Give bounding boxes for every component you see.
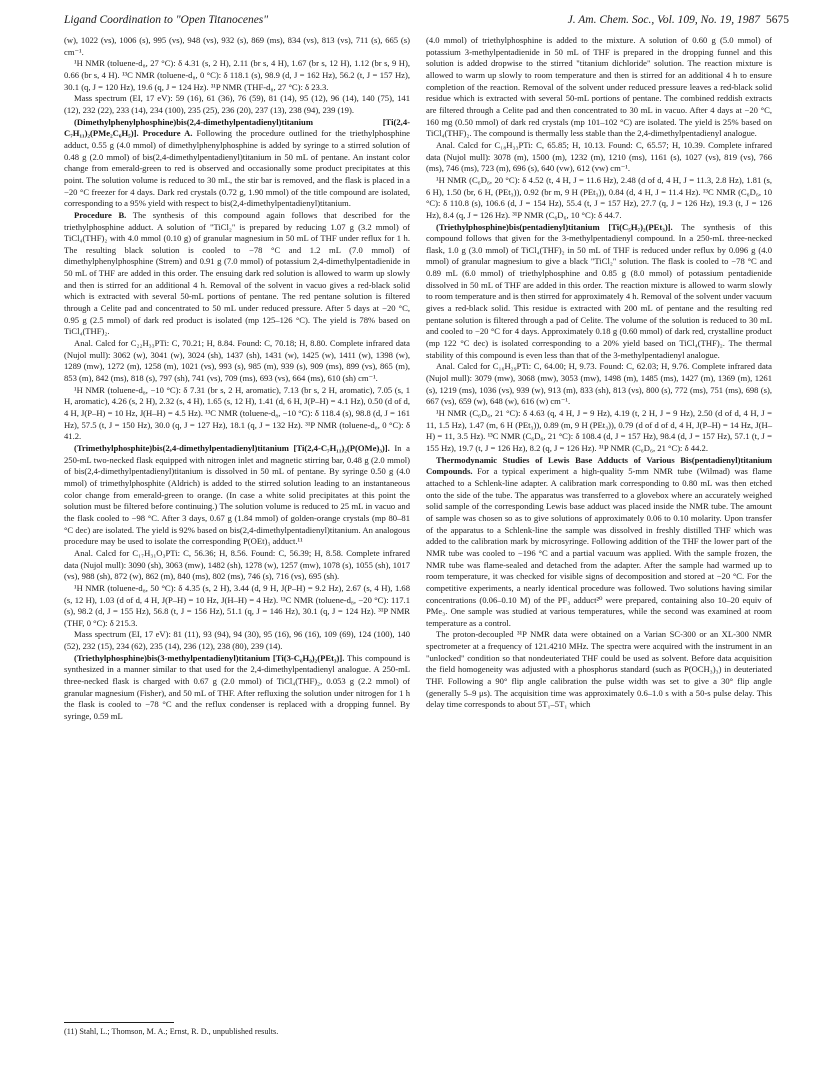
- paragraph-text: Following the procedure outlined for the triethylphosphine adduct, 0.55 g (4.0 mmol) of dimethylphenylphosphine is added by syringe to a stirred solution of 0.48 g (2.0 mmol) of bis(2,4-dimethylpentadienyl)titanium in 50 mL of pentane. An instant color change from emerald-green to red is observed and occasionally some product precipitates at this point. The solution volume is reduced to 30 mL, the stir bar is removed, and the flask is placed in a −20 °C freezer for 4 days. Dark red crystals (0.72 g, 1.90 mmol) of the title compound are isolated, corresponding to a 95% yield with respect to bis(2,4-dimethylpentadienyl)titanium.: [64, 128, 410, 209]
- section-heading: (Triethylphosphine)bis(3-methylpentadienyl)titanium [Ti(3-C₆H₉)₂(PEt₃)].: [74, 652, 345, 663]
- section-paragraph: [426, 455, 772, 630]
- section-heading: (Dimethylphenylphosphine)bis(2,4-dimethylpentadienyl)titanium [Ti(2,4-C₇H₁₁)₂(PMe₂C₆H₅)]. Procedure A.: [64, 116, 410, 139]
- right-column: [426, 35, 772, 711]
- paragraph: ¹H NMR (C₆D₆, 21 °C): δ 4.63 (q, 4 H, J = 9 Hz), 4.19 (t, 2 H, J = 9 Hz), 2.50 (d of d, 4 H, J = 11, 1.5 Hz), 1.47 (m, 6 H (PEt₃)), 0.89 (m, 9 H (PEt₃)), 0.79 (d of d of d, 4 H, J(P–H) = 14 Hz, J(H–H) = 11, 3.5 Hz). ¹³C NMR (C₆D₆, 21 °C): δ 108.4 (d, J = 157 Hz), 98.4 (d, J = 157 Hz), 57.1 (t, J = 155 Hz), 19.7 (t, J = 126 Hz), 8.2 (q, J = 126 Hz). ³¹P NMR (C₆D₆, 21 °C): δ 44.2.: [426, 408, 772, 453]
- footnote: (11) Stahl, L.; Thomson, M. A.; Ernst, R. D., unpublished results.: [64, 1027, 279, 1036]
- left-column: [64, 35, 410, 723]
- paragraph-text: For a typical experiment a high-quality 5-mm NMR tube (Wilmad) was flame attached to a Schlenk-line adapter. A calibration mark corresponding to 0.80 mL was then etched onto the side of the tube. The apparatus was transferred to a glovebox where an accurately weighed solid sample of the corresponding Lewis base adduct was placed inside the NMR tube. The amount of sample was chosen so as to give solutions of approximately 0.06 to 0.10 molarity. Upon transfer of the apparatus to a Schlenk-line the sample was dissolved in freshly distilled THF which was added to the calibration mark by microsyringe. Following addition of the THF the lower part of the NMR tube was cooled to −196 °C and a partial vacuum was applied. With the sample frozen, the NMR tube was flame-sealed and detached from the adapter. After the sample had warmed up to room temperature, it was checked for visible signs of decomposition and stored at −20 °C. For the competitive experiments, a nearly identical procedure was followed. Two solutions having similar concentrations (0.06–0.10 M) of the PF₃ adduct²⁰ were prepared, containing also 10–20 equiv of PMe₃. One sample was studied at various temperatures, while the second was examined at room temperature as a control.: [426, 466, 772, 628]
- paragraph: The proton-decoupled ³¹P NMR data were obtained on a Varian SC-300 or an XL-300 NMR spectrometer at a frequency of 121.4210 MHz. The spectra were acquired with the instrument in an "unlocked" condition so that nondeuteriated THF could be used as solvent. Before data acquisition the field homogeneity was adjusted with a phosphorus standard (such as P(OCH₃)₃) in deuteriated THF. Following a 90° flip angle calibration the pulse width was set to give a 30° flip angle (generally 5–9 μs). The acquisition time was approximately 0.6–1.0 s with a 50-s pulse delay. This delay time corresponds to about 5T₁–5T₁ which: [426, 629, 772, 710]
- paragraph: ¹H NMR (toluene-d₈, 50 °C): δ 4.35 (s, 2 H), 3.44 (d, 9 H, J(P–H) = 9.2 Hz), 2.67 (s, 4 H), 1.68 (s, 12 H), 1.03 (d of d, 4 H, J(P–H) = 10 Hz, J(H–H) = 4 Hz). ¹³C NMR (toluene-d₈, −20 °C): 117.1 (s), 98.2 (d, J = 155 Hz), 56.8 (t, J = 156 Hz), 51.1 (q, J = 146 Hz), 30.1 (q, J = 124 Hz). ³¹P NMR (THF, 0 °C): δ 215.3.: [64, 582, 410, 628]
- section-heading: Thermodynamic Studies of Lewis Base Adducts of Various Bis(pentadienyl)titanium Compounds.: [426, 454, 772, 477]
- section-heading: Procedure B.: [74, 209, 127, 220]
- paragraph: Anal. Calcd for C₁₆H₂₉PTi: C, 64.00; H, 9.73. Found: C, 62.03; H, 9.76. Complete infrared data (Nujol mull): 3079 (mw), 3068 (mw), 3053 (mw), 1498 (m), 1485 (ms), 1427 (m), 1369 (m), 1261 (s), 1219 (ms), 1036 (vs), 939 (w), 913 (m), 833 (sh), 813 (vs), 800 (s), 772 (ms), 751 (ms), 698 (s), 667 (vs), 659 (w), 648 (w), 616 (w) cm⁻¹.: [426, 361, 772, 407]
- section-paragraph: [64, 210, 410, 338]
- paragraph: ¹H NMR (toluene-d₈, 27 °C): δ 4.31 (s, 2 H), 2.11 (br s, 4 H), 1.67 (br s, 12 H), 1.12 (br s, 9 H), 0.66 (br s, 4 H). ¹³C NMR (toluene-d₈, 0 °C): δ 118.1 (s), 98.9 (d, J = 162 Hz), 56.2 (t, J = 157 Hz), 30.1 (q, J = 120 Hz), 19.6 (q, J = 124 Hz). ³¹P NMR (THF-d₈, 27 °C): δ 23.3.: [64, 58, 410, 92]
- section-heading: (Triethylphosphine)bis(pentadienyl)titanium [Ti(C₅H₇)₂(PEt₃)].: [436, 221, 673, 232]
- journal-name: J. Am. Chem. Soc., Vol. 109, No. 19, 1987: [567, 14, 760, 26]
- paragraph: Anal. Calcd for C₁₈H₃₃PTi: C, 65.85; H, 10.13. Found: C, 65.57; H, 10.39. Complete infrared data (Nujol mull): 3078 (m), 1500 (m), 1232 (m), 1210 (ms), 1161 (s), 1027 (vs), 819 (vs), 766 (ms), 746 (ms), 723 (m), 696 (s), 640 (vw), 612 (vw) cm⁻¹.: [426, 139, 772, 174]
- section-paragraph: [64, 443, 410, 548]
- section-paragraph: [426, 222, 772, 362]
- footnote-rule: [64, 1022, 174, 1023]
- paragraph: Mass spectrum (EI, 17 eV): 59 (16), 61 (36), 76 (59), 81 (14), 95 (12), 96 (14), 140 (75), 141 (12), 232 (22), 233 (14), 234 (100), 235 (25), 236 (20), 237 (13), 238 (94), 239 (19).: [64, 93, 410, 115]
- paragraph: (w), 1022 (vs), 1006 (s), 995 (vs), 948 (vs), 932 (s), 869 (ms), 834 (vs), 813 (vs), 711 (s), 665 (s) cm⁻¹.: [64, 35, 410, 57]
- paragraph: Mass spectrum (EI, 17 eV): 81 (11), 93 (94), 94 (30), 95 (16), 96 (16), 109 (69), 124 (100), 140 (52), 232 (15), 234 (62), 235 (14), 236 (12), 238 (80), 239 (14).: [64, 629, 410, 652]
- section-paragraph: [64, 653, 410, 723]
- paragraph-text: This compound is synthesized in a manner similar to that used for the 2,4-dimethylpentadienyl analogue. A 250-mL three-necked flask is charged with 0.67 g (2.0 mmol) of TiCl₄(THF)₂, 0.053 g (2.2 mmol) of granular magnesium (Fisher), and 50 mL of THF. After refluxing the solution under nitrogen for 1 h the flask is cooled to −78 °C and the reflux condenser is replaced with a dropping funnel. By syringe, 0.59 mL: [64, 652, 410, 722]
- section-heading: (Trimethylphosphite)bis(2,4-dimethylpentadienyl)titanium [Ti(2,4-C₇H₁₁)₂(P(OMe)₃)].: [74, 442, 390, 453]
- journal-citation: [568, 14, 789, 26]
- paragraph: ¹H NMR (C₆D₆, 20 °C): δ 4.52 (t, 4 H, J = 11.6 Hz), 2.48 (d of d, 4 H, J = 11.3, 2.8 Hz), 1.81 (s, 6 H), 1.50 (br, 6 H, (PEt₃)), 0.92 (br m, 9 H (PEt₃)), 0.84 (d, 4 H, J = 11.4 Hz). ¹³C NMR (C₆D₆, 10 °C): δ 110.8 (s), 106.6 (d, J = 154 Hz), 55.4 (t, J = 157 Hz), 27.7 (q, J = 126 Hz), 19.3 (t, J = 126 Hz), 8.4 (q, J = 126 Hz). ³¹P NMR (C₆D₆, 10 °C): δ 44.7.: [426, 174, 772, 220]
- page-number: 5675: [766, 14, 789, 26]
- running-header: [64, 14, 789, 30]
- paragraph: Anal. Calcd for C₂₂H₃₃PTi: C, 70.21; H, 8.84. Found: C, 70.18; H, 8.80. Complete infrared data (Nujol mull): 3062 (w), 3041 (w), 3024 (sh), 1437 (sh), 1431 (w), 1425 (w), 1411 (w), 1398 (w), 1289 (mw), 1272 (m), 1258 (m), 1021 (vs), 993 (s), 985 (m), 939 (s), 909 (ms), 899 (vs), 865 (m), 853 (m), 842 (ms), 818 (s), 797 (sh), 741 (vs), 709 (ms), 693 (vs), 664 (ms), 610 (sh) cm⁻¹.: [64, 338, 410, 384]
- paragraph-text: The synthesis of this compound follows that given for the 3-methylpentadienyl compound. In a 250-mL three-necked flask, 1.0 g (3.0 mmol) of TiCl₄(THF)₂ in 50 mL of THF is reduced under reflux by 0.096 g (4.0 mmol) of granular magnesium to give a black "TiCl₂" solution. The flask is cooled to −78 °C and 0.89 mL (6.0 mmol) of triethylphosphine and 0.85 g (8.0 mmol) of potassium pentadienide dissolved in 50 mL of THF are added in this order. The reaction mixture is allowed to warm slowly to room temperature and is then stirred for approximately 4 h. Removal of the solvent under vacuum gives a red-black solid. This residue is extracted with 200 mL of pentane and the resulting red pentane solution is filtered through a pad of Celite. The volume of the solution is reduced to 30 mL and cooled to −20 °C for 4 days. Approximately 0.18 g (0.60 mmol) of dark red, crystalline product (mp 122 °C dec) is isolated corresponding to a 20% yield based on TiCl₄(THF)₂. The thermal stability of this compound is even less than that of the 3-methylpentadienyl analogue.: [426, 221, 772, 360]
- paragraph-text: The synthesis of this compound again follows that described for the triethylphosphine adduct. A solution of "TiCl₂" is prepared by reducing 1.07 g (3.2 mmol) of TiCl₄(THF)₂ with 4.0 mmol (0.10 g) of granular magnesium in 50 mL of THF under reflux for 1 h. The resulting black solution is cooled to −78 °C and 1.2 mL (7.0 mmol) of dimethylphenylphosphine (Strem) and 0.91 g (7.0 mmol) of potassium 2,4-dimethylpentadienide in 50 mL of THF are added in this order. The ensuing dark red solution is allowed to warm up slowly and then is stirred for an additional 4 h. Removal of the solvent in vacuo gives a red-black solid which is extracted with several 50-mL portions of pentane. The red pentane solution is filtered through a Celite pad and concentrated to 50 mL under reduced pressure. After 5 days at −20 °C, 0.95 g (2.5 mmol) of dark red product is isolated (mp 125–126 °C). The yield is 78% based on TiCl₄(THF)₂.: [64, 209, 410, 337]
- paragraph: ¹H NMR (toluene-d₈, −10 °C): δ 7.31 (br s, 2 H, aromatic), 7.13 (br s, 2 H, aromatic), 7.05 (s, 1 H, aromatic), 4.26 (s, 2 H), 2.32 (s, 4 H), 1.65 (s, 12 H), 1.41 (d, 6 H, J(P–H) = 4.1 Hz), 0.50 (d of d, 4 H, J(P–H) = 10 Hz, J(H–H) = 4.5 Hz). ¹³C NMR (toluene-d₈, −10 °C): δ 118.4 (s), 98.8 (d, J = 161 Hz), 57.5 (t, J = 150 Hz), 30.0 (q, J = 127 Hz), 18.1 (q, J = 132 Hz). ³¹P NMR (toluene-d₈, 0 °C): δ 41.2.: [64, 384, 410, 442]
- section-paragraph: [64, 117, 410, 210]
- paragraph-text: In a 250-mL two-necked flask equipped with nitrogen inlet and magnetic stirring bar, 0.48 g (2.0 mmol) of bis(2,4-dimethylpentadienyl)titanium is dissolved in 50 mL of pentane. By syringe 0.50 g (4.0 mmol) of trimethylphosphite (Aldrich) is added to the stirred solution leading to an instantaneous color change from emerald-green to orange. (In case a white solid precipitates at this point the solution must be filtered before continuing.) The solution volume is reduced to 25 mL in vacuo and the flask cooled to −98 °C. After 3 days, 0.67 g (1.84 mmol) of golden-orange crystals (mp 80–81 °C dec) are isolated. The yield is 92% based on bis(2,4-dimethylpentadienyl)titanium. An analogous procedure may be used to isolate the corresponding P(OEt)₃ adduct.¹¹: [64, 442, 410, 547]
- paragraph: Anal. Calcd for C₁₇H₃₁O₃PTi: C, 56.36; H, 8.56. Found: C, 56.39; H, 8.58. Complete infrared data (Nujol mull): 3090 (sh), 3063 (mw), 1482 (sh), 1278 (w), 1257 (mw), 1078 (s), 1055 (sh), 1017 (vs), 988 (sh), 872 (w), 862 (m), 840 (ms), 802 (ms), 746 (s), 716 (vs), 695 (sh).: [64, 547, 410, 582]
- running-title: Ligand Coordination to "Open Titanocenes": [64, 14, 269, 26]
- paragraph: (4.0 mmol) of triethylphosphine is added to the mixture. A solution of 0.60 g (5.0 mmol) of potassium 3-methylpentadienide in 50 mL of THF is prepared in the dropping funnel and this solution is added dropwise to the stirred "titanium dichloride" solution. The reaction mixture is allowed to warm up slowly to room temperature and then is stirred for an additional 4 h to ensure completion of the reaction. Removal of the solvent under reduced pressure leaves a red-black solid residue which is extracted with several 50-mL portions of pentane. The combined reddish extracts are filtered through a Celite pad and then concentrated to 30 mL in vacuo. After 4 days at −20 °C, 160 mg (0.50 mmol) of dark red crystals (mp 101–102 °C) are isolated. The yield is 25% based on TiCl₄(THF)₂. The compound is thermally less stable than the 2,4-dimethylpentadienyl analogue.: [426, 35, 772, 139]
